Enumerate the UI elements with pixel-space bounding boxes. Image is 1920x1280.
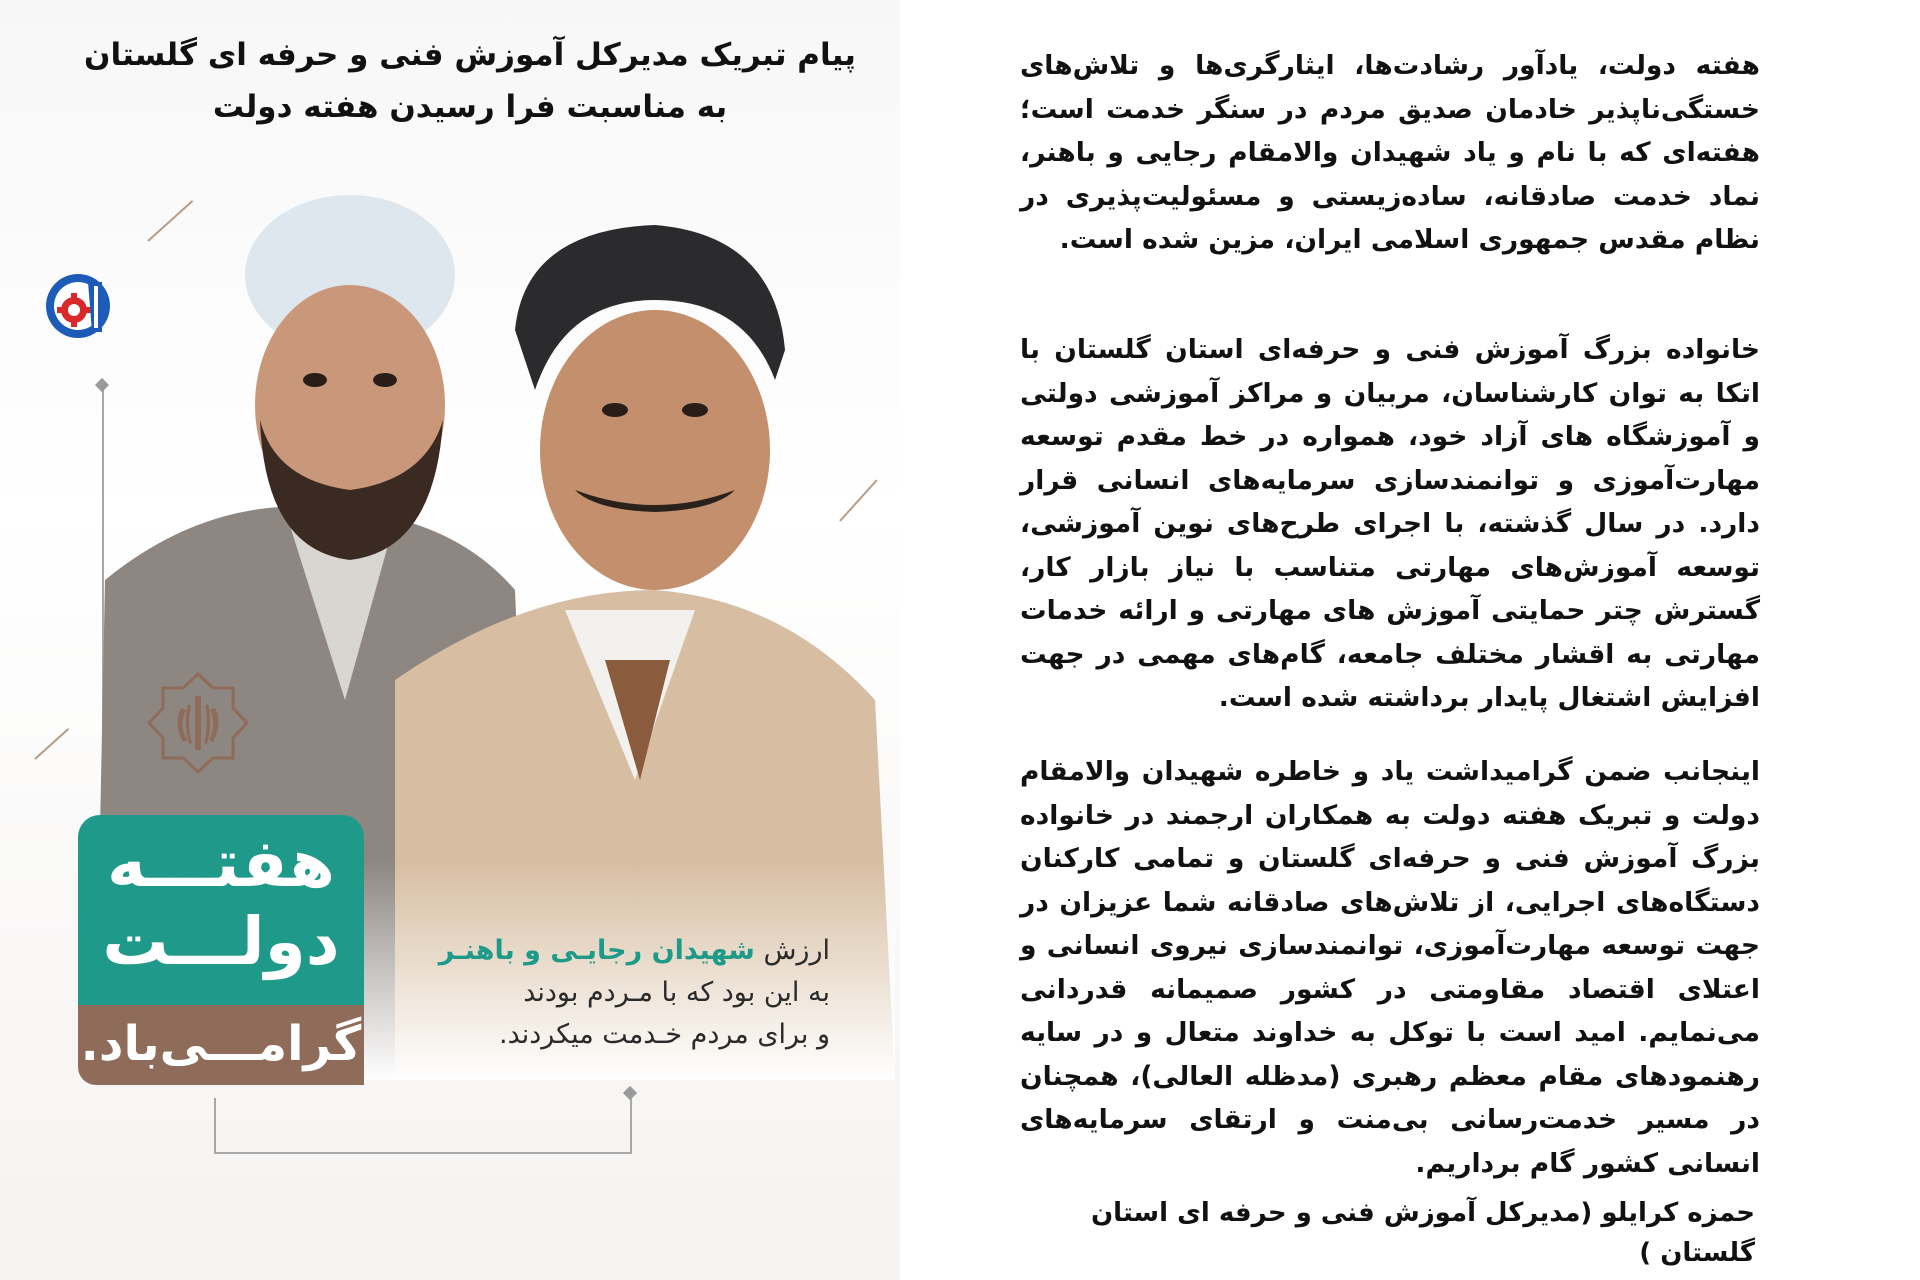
decorative-stroke: [34, 728, 69, 760]
badge-subtitle: گرامـــی‌باد.: [80, 1016, 362, 1072]
body-paragraph-3: اینجانب ضمن گرامیداشت یاد و خاطره شهیدان والامقام دولت و تبریک هفته دولت به همکاران ارجمند در خانواده بزرگ آموزش فنی و حرفه‌ای گلستان و تمامی کارکنان دستگاه‌های اجرایی، از تلاش‌های صادقانه شما عزیزان در جهت توسعه مهارت‌آموزی، توانمندسازی نیروی انسانی و اعتلای اقتصاد مقاومتی در کشور صمیمانه قدردانی می‌نمایم. امید است با توکل به خداوند متعال و در سایه رهنمودهای مقام معظم رهبری (مدظله العالی)، همچنان در مسیر خدمت‌رسانی بی‌منت و ارتقای سرمایه‌های انسانی کشور گام برداریم.: [1020, 756, 1760, 1179]
body-paragraph-2: خانواده بزرگ آموزش فنی و حرفه‌ای استان گلستان با اتکا به توان کارشناسان، مربیان و مراکز آموزشی دولتی و آموزشگاه های آزاد خود، همواره در خط مقدم توسعه مهارت‌آموزی و توانمندسازی سرمایه‌های انسانی قرار دارد. در سال گذشته، با اجرای طرح‌های نوین آموزشی، توسعه آموزش‌های مهارتی متناسب با نیاز بازار کار، گسترش چتر حمایتی آموزش های مهارتی و ارائه خدمات مهارتی به اقشار مختلف جامعه، گام‌های مهمی در جهت افزایش اشتغال پایدار برداشته شده است.: [1020, 334, 1760, 713]
badge-title-line-1: هفتـــه: [107, 825, 335, 902]
quote-line-1: [410, 930, 830, 972]
badge-title-line-2: دولـــت: [102, 903, 340, 980]
body-paragraph-1: هفته دولت، یادآور رشادت‌ها، ایثارگری‌ها و تلاش‌های خستگی‌ناپذیر خادمان صدیق مردم در سنگر خدمت است؛ هفته‌ای که با نام و یاد شهیدان والامقام رجایی و باهنر، نماد خدمت صادقانه، ساده‌زیستی و مسئولیت‌پذیری در نظام مقدس جمهوری اسلامی ایران، مزین شده است.: [1020, 50, 1760, 255]
frame-line: [214, 1098, 216, 1153]
poster-quote: [410, 930, 830, 1056]
frame-diamond: [623, 1086, 637, 1100]
message-body: [1010, 40, 1760, 1240]
frame-line: [214, 1152, 630, 1154]
quote-line-2: به این بود که با مـردم بودند: [523, 977, 830, 1008]
poster-panel: [0, 0, 900, 1280]
quote-line-3: و برای مردم خـدمت میکردند.: [499, 1019, 830, 1050]
poster-title: پیام تبریک مدیرکل آموزش فنی و حرفه ای گلستان: [84, 37, 856, 73]
badge-title: [78, 825, 364, 981]
quote-prefix: ارزش: [754, 935, 830, 966]
iran-emblem-icon: [143, 668, 253, 778]
quote-highlight: شهیدان رجایـی و باهنـر: [438, 935, 755, 966]
signature: حمزه کرایلو (مدیرکل آموزش فنی و حرفه ای استان گلستان ): [1090, 1198, 1755, 1268]
poster-subtitle: به مناسبت فرا رسیدن هفته دولت: [212, 89, 728, 125]
